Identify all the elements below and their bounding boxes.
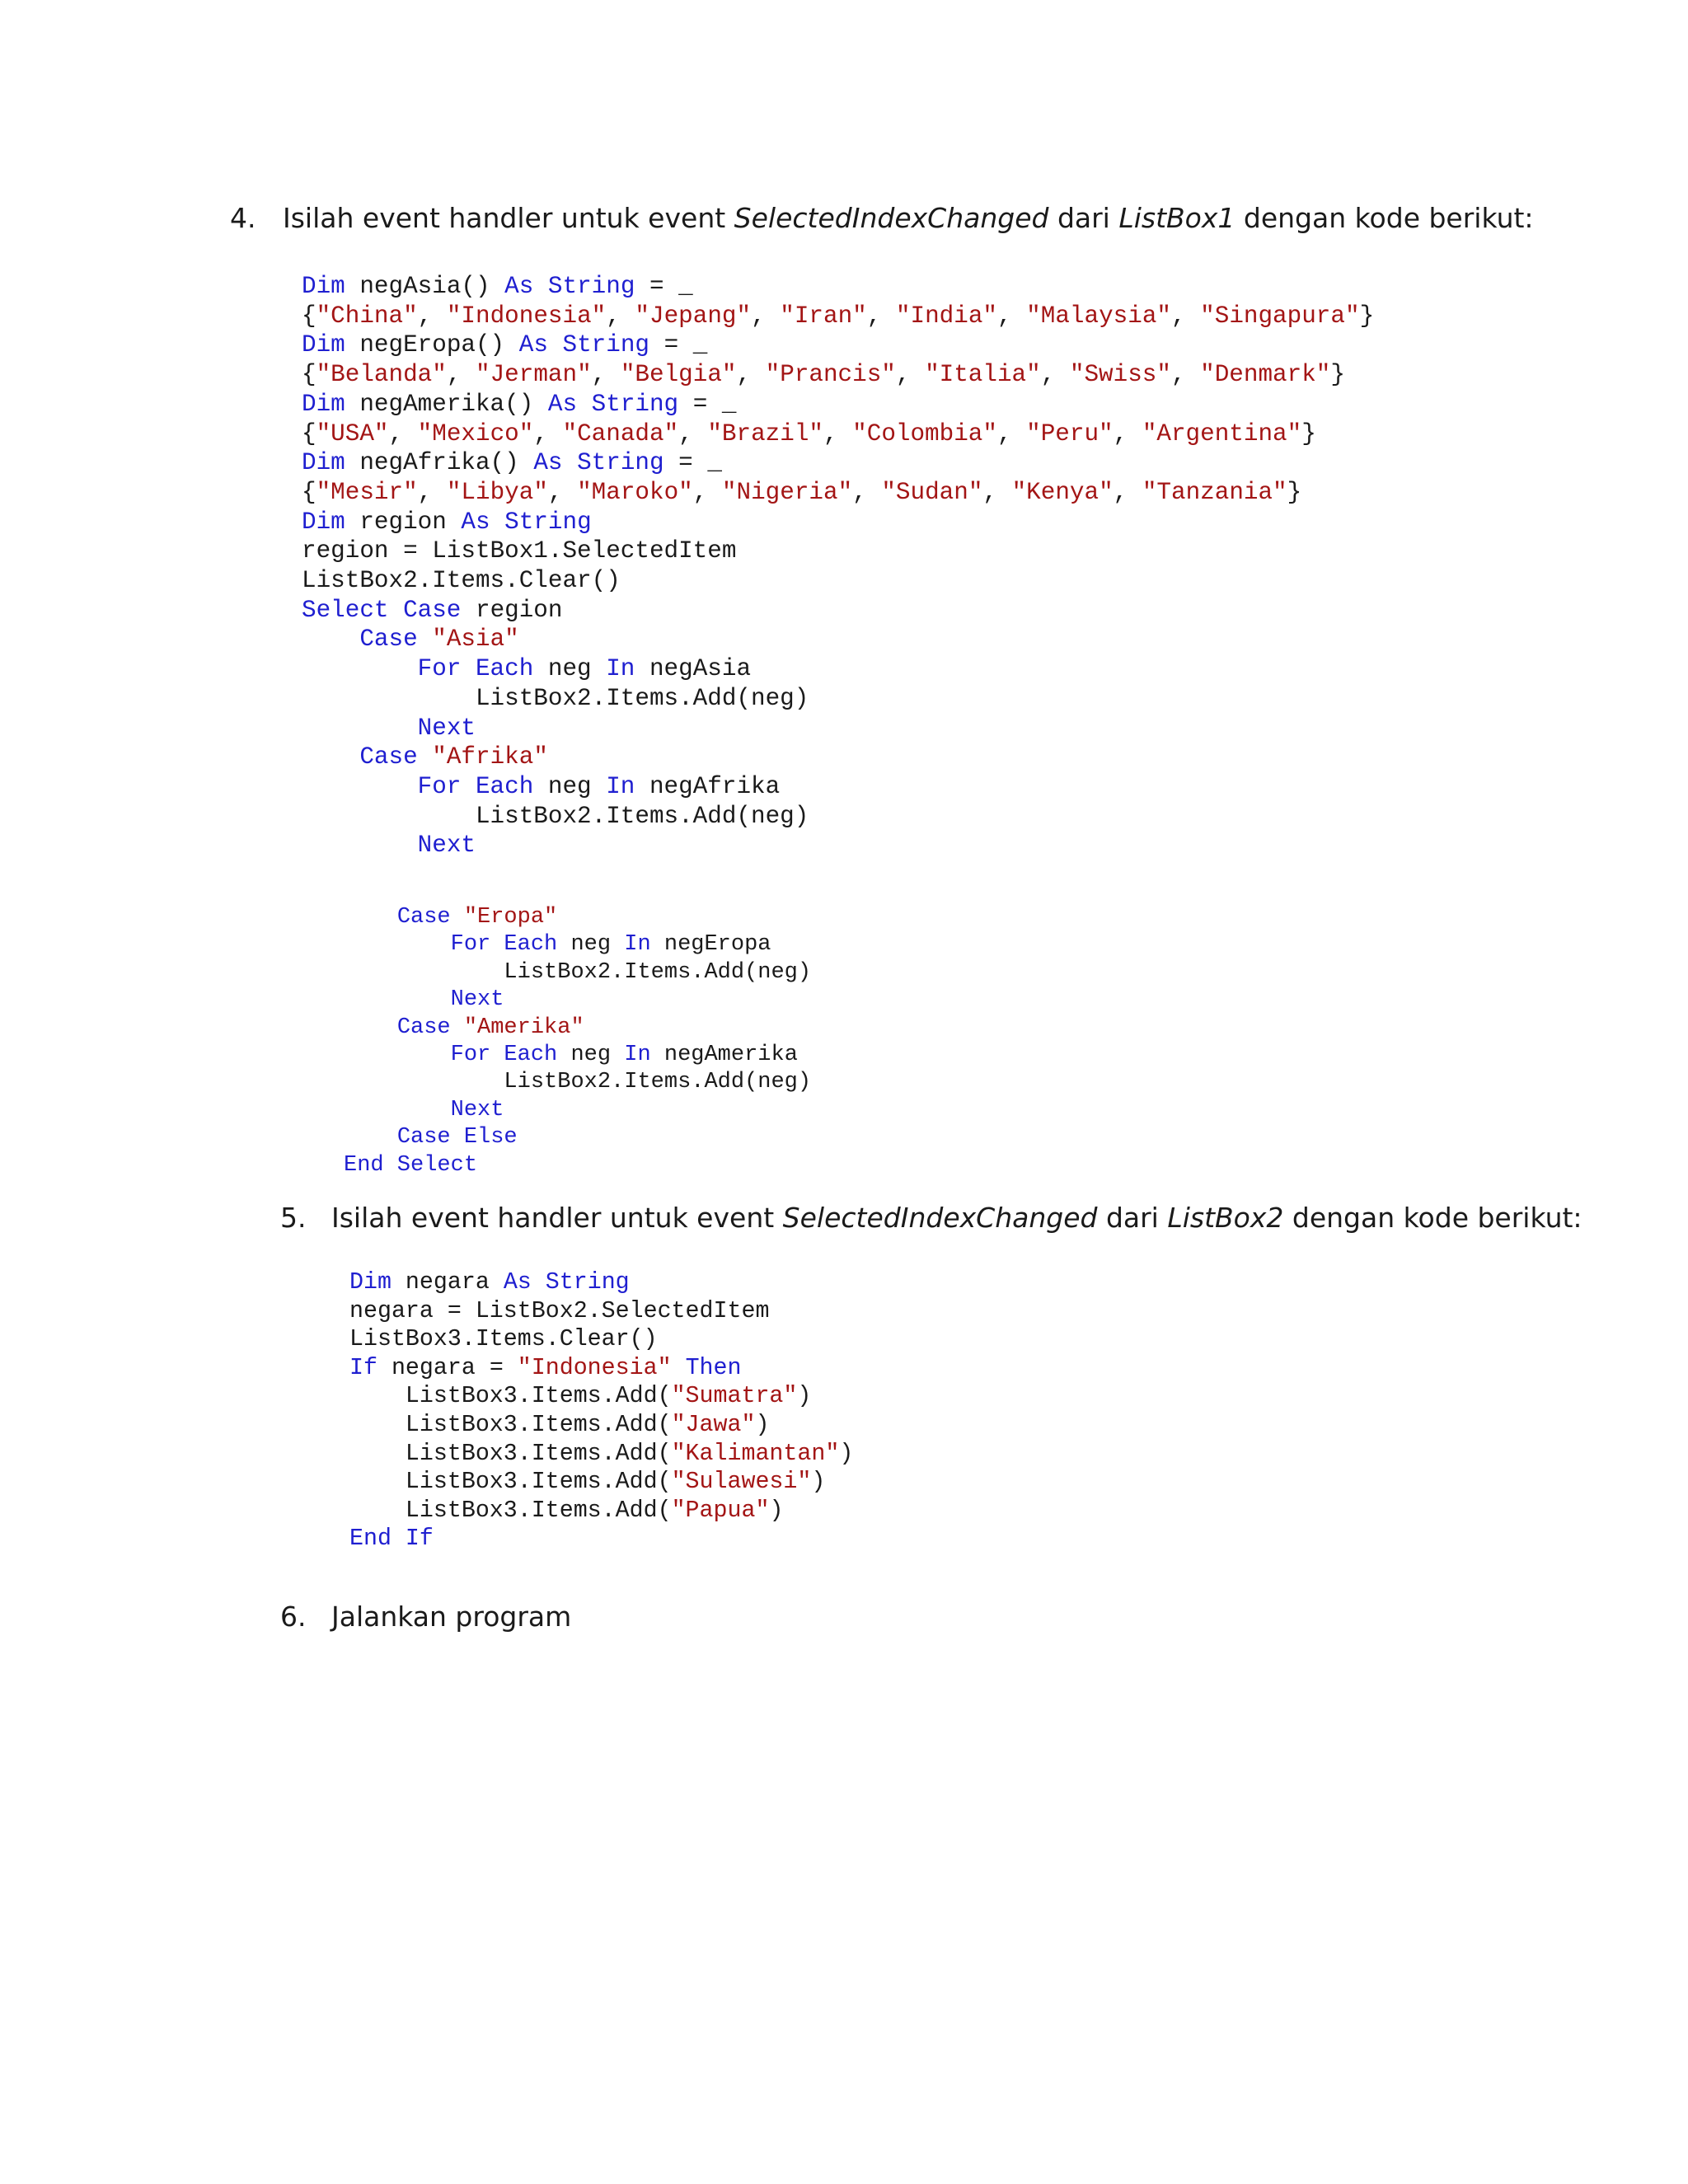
code-text: ListBox3.Items.Clear()	[349, 1326, 658, 1353]
code-line	[302, 478, 1374, 508]
code-keyword: String	[562, 331, 649, 359]
code-line	[302, 448, 1374, 478]
code-text: ListBox3.Items.Add(	[349, 1411, 672, 1438]
code-text: )	[839, 1440, 854, 1467]
code-keyword: Next	[450, 1097, 504, 1122]
code-text: ,	[895, 361, 926, 389]
code-string: "Iran"	[780, 302, 867, 330]
code-line	[302, 596, 1374, 626]
code-text: }	[1301, 419, 1316, 448]
code-block-listbox1-part1	[302, 272, 1374, 860]
code-text: ListBox3.Items.Add(	[349, 1440, 672, 1467]
step-text: Isilah event handler untuk event SelectedIndexChanged dari ListBox1 dengan kode berikut:	[283, 202, 1534, 234]
code-keyword: Dim	[302, 390, 345, 418]
code-text: negEropa()	[345, 331, 519, 359]
code-line	[344, 1069, 811, 1096]
code-line	[349, 1525, 853, 1554]
code-line	[344, 987, 811, 1014]
code-keyword: Then	[685, 1354, 742, 1381]
code-line	[349, 1440, 853, 1469]
code-text	[418, 626, 433, 653]
code-text: ,	[678, 419, 708, 448]
step-text: Jalankan program	[331, 1601, 572, 1633]
code-text: negAmerika()	[345, 390, 548, 418]
code-block-listbox1-part2	[344, 904, 811, 1179]
code-line	[302, 360, 1374, 390]
code-keyword: Case	[396, 1015, 451, 1040]
code-keyword: String	[545, 1269, 630, 1296]
code-text: ListBox2.Items.Add(neg)	[344, 1070, 812, 1095]
code-string: "Denmark"	[1200, 361, 1331, 389]
code-string: "Colombia"	[852, 419, 997, 448]
event-name: SelectedIndexChanged	[734, 202, 1049, 234]
step-number: 6.	[280, 1601, 307, 1633]
code-keyword: String	[547, 273, 635, 300]
code-line	[302, 537, 1374, 566]
code-text	[533, 273, 548, 300]
code-text: neg	[557, 932, 625, 958]
code-text: ListBox3.Items.Add(	[349, 1469, 672, 1496]
code-text: }	[1359, 302, 1375, 330]
code-line	[344, 904, 811, 931]
code-string: "Peru"	[1026, 419, 1114, 448]
code-line	[302, 654, 1374, 684]
code-text: )	[797, 1383, 812, 1410]
code-keyword: Dim	[302, 273, 345, 300]
code-string: "Libya"	[446, 478, 548, 506]
code-text: ,	[1113, 478, 1142, 506]
code-text: negAfrika	[635, 772, 781, 800]
code-text: ,	[417, 302, 447, 330]
code-text: negEropa	[650, 932, 771, 958]
code-keyword: As	[461, 508, 490, 536]
code-keyword: For Each	[417, 655, 534, 683]
code-text: )	[769, 1497, 784, 1524]
code-text: ,	[751, 302, 781, 330]
code-line	[302, 330, 1374, 360]
code-string: "Papua"	[671, 1497, 770, 1524]
code-line	[302, 419, 1374, 449]
code-text: ,	[823, 419, 853, 448]
code-string: "Amerika"	[463, 1015, 584, 1040]
code-string: "Belgia"	[620, 361, 737, 389]
code-string: "Asia"	[432, 626, 519, 654]
code-string: "Afrika"	[432, 743, 548, 771]
code-text: negAmerika	[650, 1043, 798, 1068]
code-text: ,	[1040, 361, 1070, 389]
code-text: ListBox3.Items.Add(	[349, 1383, 672, 1410]
code-text: ,	[1170, 302, 1201, 330]
code-keyword: As	[518, 331, 548, 359]
code-string: "Eropa"	[463, 905, 558, 930]
code-keyword: Next	[417, 832, 476, 860]
code-keyword: End Select	[344, 1152, 478, 1178]
code-line	[302, 302, 1374, 331]
code-string: "Swiss"	[1069, 361, 1171, 389]
code-text: negara	[391, 1269, 504, 1296]
code-keyword: Dim	[302, 331, 345, 359]
code-keyword: If	[349, 1354, 377, 1381]
control-name: ListBox2	[1167, 1202, 1284, 1234]
code-text	[451, 905, 464, 930]
code-line	[302, 566, 1374, 596]
code-keyword: In	[606, 655, 635, 683]
code-keyword: Next	[417, 714, 476, 742]
code-text: = _	[678, 390, 737, 418]
code-keyword: Case	[359, 743, 418, 771]
code-text: negara = ListBox2.SelectedItem	[349, 1297, 770, 1324]
code-text: ,	[388, 419, 418, 448]
code-line	[349, 1354, 853, 1383]
code-text	[532, 1269, 546, 1296]
code-line	[302, 625, 1374, 654]
code-text: region = ListBox1.SelectedItem	[302, 537, 737, 565]
code-text: {	[302, 419, 316, 448]
code-text: {	[302, 302, 316, 330]
code-text	[451, 1015, 464, 1040]
code-string: "Jawa"	[671, 1411, 756, 1438]
code-text: = _	[649, 331, 708, 359]
code-text	[562, 449, 577, 476]
code-text: region	[461, 596, 563, 624]
code-string: "Malaysia"	[1026, 302, 1171, 330]
code-text: ,	[866, 302, 896, 330]
code-line	[349, 1497, 853, 1526]
code-line	[302, 684, 1374, 714]
code-string: "Mexico"	[417, 419, 534, 448]
code-text: negAfrika()	[345, 449, 534, 477]
code-keyword: Next	[450, 987, 504, 1013]
code-text	[344, 1125, 397, 1150]
code-text: negAsia()	[345, 273, 505, 300]
code-text: region	[345, 508, 462, 536]
code-string: "Italia"	[925, 361, 1041, 389]
control-name: ListBox1	[1118, 202, 1236, 234]
code-keyword: Dim	[349, 1269, 392, 1296]
code-line	[349, 1382, 853, 1411]
code-keyword: For Each	[450, 1043, 558, 1068]
code-text: ,	[997, 302, 1027, 330]
code-text: ListBox2.Items.Add(neg)	[302, 684, 809, 712]
code-string: "China"	[316, 302, 418, 330]
code-keyword: String	[504, 508, 592, 536]
code-text: ,	[996, 419, 1027, 448]
code-line	[349, 1411, 853, 1440]
code-keyword: Case Else	[396, 1125, 518, 1151]
code-line	[302, 831, 1374, 860]
code-keyword: Dim	[302, 449, 345, 477]
code-text: ,	[533, 419, 563, 448]
code-keyword: String	[591, 390, 679, 418]
code-text	[672, 1355, 686, 1381]
code-string: "Belanda"	[316, 361, 447, 389]
code-keyword: In	[606, 772, 635, 800]
code-text: }	[1330, 361, 1345, 389]
code-text	[548, 331, 563, 359]
code-keyword: Case	[396, 905, 451, 930]
code-keyword: As	[533, 449, 563, 477]
code-keyword: For Each	[417, 772, 534, 800]
code-string: "Sulawesi"	[671, 1469, 812, 1496]
code-string: "India"	[895, 302, 997, 330]
code-text: ,	[547, 478, 578, 506]
code-string: "Sudan"	[881, 478, 983, 506]
code-text: )	[755, 1411, 770, 1438]
code-text: {	[302, 478, 316, 506]
code-text: ,	[736, 361, 766, 389]
code-line	[302, 772, 1374, 802]
code-string: "Maroko"	[577, 478, 693, 506]
code-string: "Indonesia"	[446, 302, 607, 330]
code-string: "Tanzania"	[1142, 478, 1287, 506]
code-string: "Kenya"	[1011, 478, 1114, 506]
code-text: ,	[606, 302, 635, 330]
code-text: ListBox2.Items.Add(neg)	[344, 959, 812, 985]
code-text	[302, 626, 359, 653]
code-line	[349, 1468, 853, 1497]
code-line	[344, 1042, 811, 1069]
code-text	[344, 987, 451, 1012]
code-text: ,	[1113, 419, 1142, 448]
code-text	[344, 932, 451, 957]
code-string: "Indonesia"	[517, 1354, 672, 1381]
code-text: }	[1287, 478, 1302, 506]
code-text	[418, 743, 433, 771]
code-text	[302, 715, 418, 742]
code-string: "Kalimantan"	[671, 1440, 840, 1467]
code-text: ,	[982, 478, 1012, 506]
code-text: ListBox2.Items.Clear()	[302, 567, 621, 595]
code-keyword: As	[504, 273, 534, 300]
code-line	[302, 802, 1374, 832]
code-keyword: Case	[359, 626, 418, 654]
code-text: negAsia	[635, 655, 752, 683]
code-string: "Singapura"	[1200, 302, 1360, 330]
code-text	[344, 1043, 451, 1067]
code-line	[302, 272, 1374, 302]
code-keyword: End If	[349, 1526, 434, 1553]
code-line	[302, 390, 1374, 419]
code-text: ,	[692, 478, 722, 506]
code-keyword: As	[547, 390, 578, 418]
step-number: 5.	[280, 1202, 307, 1234]
code-line	[344, 1124, 811, 1151]
code-text	[344, 1098, 451, 1122]
code-text: {	[302, 361, 316, 389]
code-line	[344, 1015, 811, 1042]
code-string: "Argentina"	[1142, 419, 1302, 448]
code-text	[344, 905, 397, 930]
code-string: "Mesir"	[316, 478, 418, 506]
code-line	[302, 743, 1374, 772]
code-string: "Jerman"	[476, 361, 592, 389]
code-text: ,	[852, 478, 882, 506]
code-line	[349, 1297, 853, 1326]
code-text	[577, 391, 592, 418]
code-keyword: In	[624, 932, 651, 958]
code-line	[302, 508, 1374, 537]
code-keyword: As	[503, 1269, 532, 1296]
code-text: neg	[533, 772, 607, 800]
step-text: Isilah event handler untuk event SelectedIndexChanged dari ListBox2 dengan kode berikut:	[331, 1202, 1582, 1234]
code-line	[344, 931, 811, 958]
code-text: = _	[663, 449, 722, 477]
code-line	[302, 714, 1374, 743]
code-text	[490, 509, 505, 536]
code-text: ListBox2.Items.Add(neg)	[302, 802, 809, 830]
code-string: "Prancis"	[765, 361, 896, 389]
code-keyword: For Each	[450, 932, 558, 958]
code-text: negara =	[377, 1354, 518, 1381]
code-text	[302, 773, 418, 800]
code-text: neg	[533, 655, 607, 683]
code-text: ListBox3.Items.Add(	[349, 1497, 672, 1524]
code-line	[349, 1268, 853, 1297]
code-keyword: In	[624, 1043, 651, 1068]
code-keyword: String	[577, 449, 664, 477]
event-name: SelectedIndexChanged	[782, 1202, 1098, 1234]
code-string: "Jepang"	[635, 302, 752, 330]
code-line	[344, 1152, 811, 1179]
code-string: "Nigeria"	[721, 478, 853, 506]
code-text: ,	[591, 361, 621, 389]
code-text: ,	[417, 478, 447, 506]
code-text	[344, 1015, 397, 1040]
code-line	[349, 1325, 853, 1354]
code-string: "Sumatra"	[671, 1383, 798, 1410]
code-text: = _	[635, 273, 693, 300]
code-string: "Canada"	[562, 419, 679, 448]
code-text	[302, 655, 418, 682]
step-number: 4.	[230, 202, 256, 234]
code-keyword: Select Case	[302, 596, 462, 624]
code-text: ,	[1170, 361, 1201, 389]
code-line	[344, 959, 811, 987]
code-string: "USA"	[316, 419, 389, 448]
code-text: ,	[446, 361, 476, 389]
code-text: )	[811, 1469, 826, 1496]
code-string: "Brazil"	[707, 419, 823, 448]
code-text	[302, 832, 418, 859]
code-keyword: Dim	[302, 508, 345, 536]
code-text	[302, 743, 359, 771]
code-text: neg	[557, 1043, 625, 1068]
code-line	[344, 1097, 811, 1124]
code-block-listbox2	[349, 1268, 853, 1554]
